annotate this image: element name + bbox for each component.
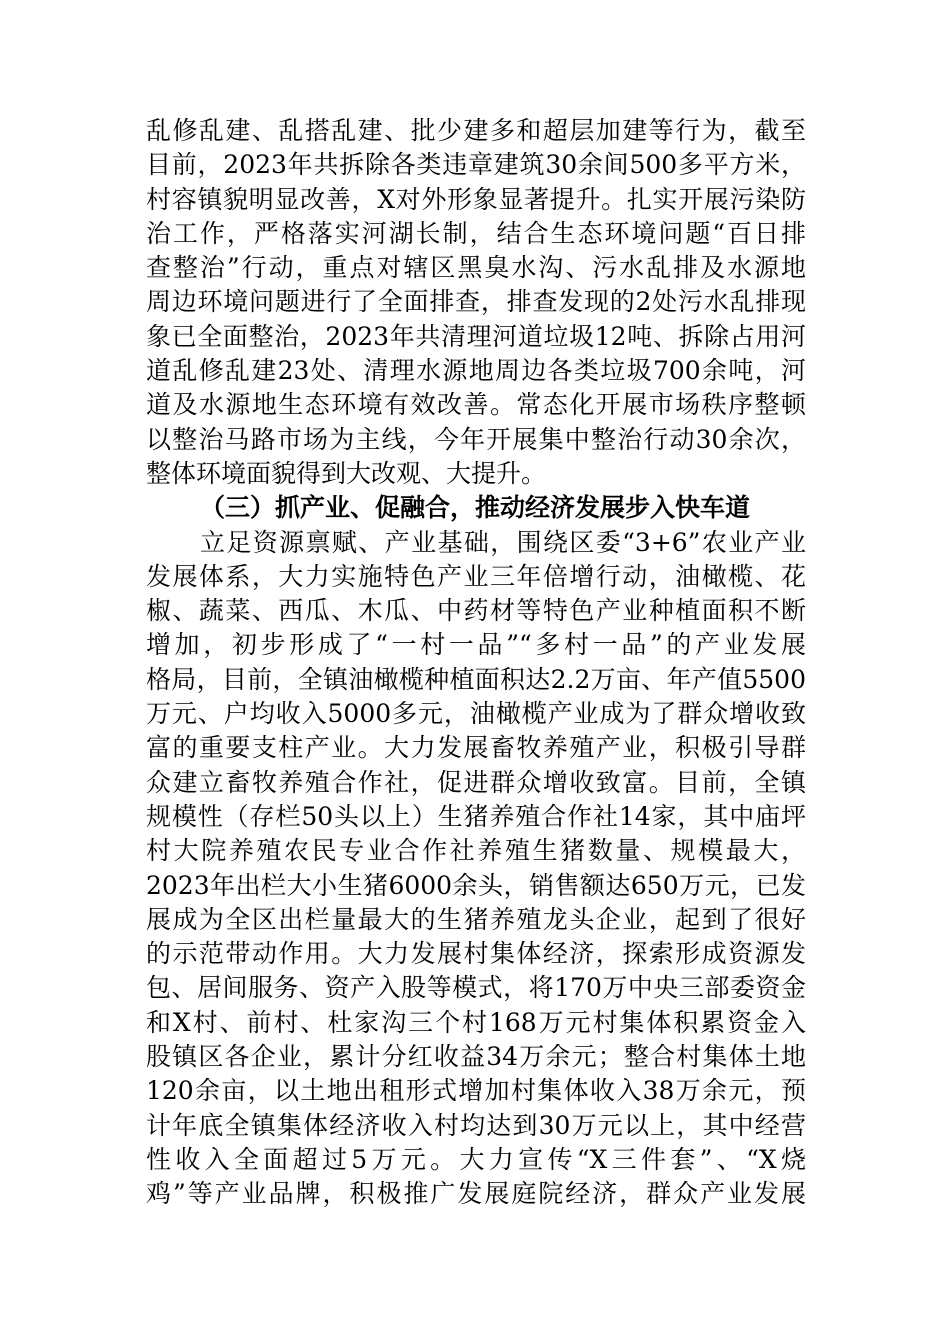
text-line: 村大院养殖农民专业合作社养殖生猪数量、规模最大， (146, 836, 806, 866)
text-line: 村容镇貌明显改善，X对外形象显著提升。扎实开展污染防 (146, 184, 806, 214)
text-line: 2023年出栏大小生猪6000余头，销售额达650万元，已发 (146, 870, 806, 900)
text-line: 120余亩，以土地出租形式增加村集体收入38万余元，预 (146, 1076, 806, 1106)
text-line: 格局，目前，全镇油橄榄种植面积达2.2万亩、年产值5500 (146, 664, 806, 694)
text-line: 展成为全区出栏量最大的生猪养殖龙头企业，起到了很好 (146, 904, 806, 934)
text-line: 包、居间服务、资产入股等模式，将170万中央三部委资金 (146, 973, 806, 1003)
text-line: 万元、户均收入5000多元，油橄榄产业成为了群众增收致 (146, 699, 806, 729)
text-line: 性收入全面超过5万元。大力宣传“X三件套”、“X烧 (146, 1144, 806, 1174)
text-line: 乱修乱建、乱搭乱建、批少建多和超层加建等行为，截至 (146, 116, 806, 145)
text-line: 和X村、前村、杜家沟三个村168万元村集体积累资金入 (146, 1007, 806, 1037)
text-line: 道及水源地生态环境有效改善。常态化开展市场秩序整顿 (146, 390, 806, 420)
text-line: 道乱修乱建23处、清理水源地周边各类垃圾700余吨，河 (146, 356, 806, 386)
text-line: 发展体系，大力实施特色产业三年倍增行动，油橄榄、花 (146, 561, 806, 591)
text-line: 富的重要支柱产业。大力发展畜牧养殖产业，积极引导群 (146, 733, 806, 763)
text-line: 周边环境问题进行了全面排查，排查发现的2处污水乱排现 (146, 287, 806, 317)
text-line: 增加，初步形成了“一村一品”“多村一品”的产业发展 (146, 630, 806, 660)
text-line: 规模性（存栏50头以上）生猪养殖合作社14家，其中庙坪 (146, 801, 806, 831)
text-line: 查整治”行动，重点对辖区黑臭水沟、污水乱排及水源地 (146, 253, 806, 283)
paragraph-first-line: 立足资源禀赋、产业基础，围绕区委“3+6”农业产业 (200, 527, 806, 557)
text-line: 计年底全镇集体经济收入村均达到30万元以上，其中经营 (146, 1110, 806, 1140)
text-line: 象已全面整治，2023年共清理河道垃圾12吨、拆除占用河 (146, 321, 806, 351)
text-line: 的示范带动作用。大力发展村集体经济，探索形成资源发 (146, 939, 806, 969)
text-line: 鸡”等产业品牌，积极推广发展庭院经济，群众产业发展 (146, 1179, 806, 1209)
text-line: 椒、蔬菜、西瓜、木瓜、中药材等特色产业种植面积不断 (146, 596, 806, 626)
text-line: 目前，2023年共拆除各类违章建筑30余间500多平方米， (146, 150, 806, 180)
text-line: 股镇区各企业，累计分红收益34万余元；整合村集体土地 (146, 1042, 806, 1072)
text-line: 整体环境面貌得到大改观、大提升。 (146, 458, 547, 488)
text-line: 以整治马路市场为主线，今年开展集中整治行动30余次， (146, 424, 806, 454)
text-line: 治工作，严格落实河湖长制，结合生态环境问题“百日排 (146, 218, 806, 248)
section-heading: （三）抓产业、促融合，推动经济发展步入快车道 (200, 493, 751, 523)
body-text (146, 114, 806, 1212)
text-line: 众建立畜牧养殖合作社，促进群众增收致富。目前，全镇 (146, 767, 806, 797)
